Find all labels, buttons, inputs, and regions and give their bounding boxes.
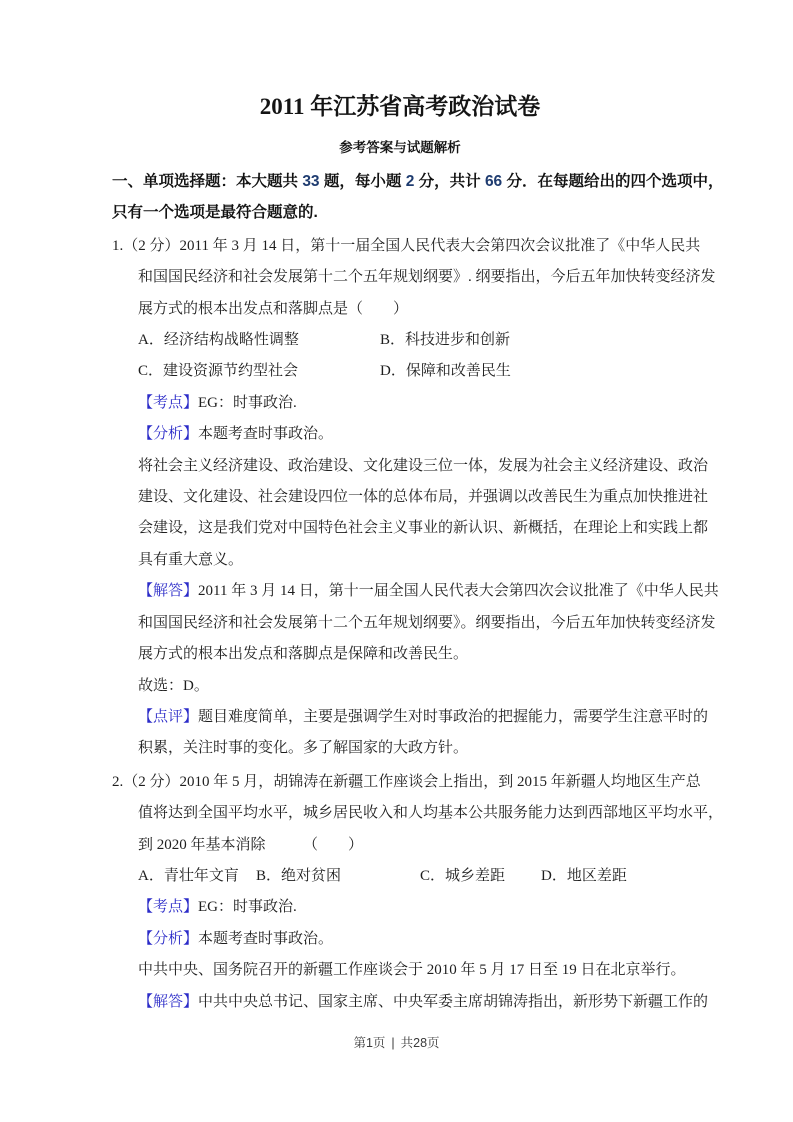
question-1-analysis-line: 具有重大意义。 [138, 551, 244, 568]
question-1-analysis-line: 将社会主义经济建设、政治建设、文化建设三位一体，发展为社会主义经济建设、政治 [138, 457, 709, 474]
exam-point-text: EG：时事政治. [198, 899, 297, 916]
heading-text: 分．在每题给出的四个选项中， [502, 173, 724, 190]
option-c: C．城乡差距 [420, 867, 506, 884]
question-1-exam-point [138, 388, 688, 419]
solution-text: 2011 年 3 月 14 日，第十一届全国人民代表大会第四次会议批准了《中华人民共 [198, 583, 719, 600]
points-per-question: 2 [405, 173, 415, 190]
solution-text: 中共中央总书记、国家主席、中央军委主席胡锦涛指出，新形势下新疆工作的 [198, 993, 709, 1010]
document-content [112, 0, 724, 1018]
option-b: B．科技进步和创新 [380, 332, 511, 349]
section-heading-line-2: 只有一个选项是最符合题意的. [112, 204, 318, 222]
question-2-exam-point [138, 892, 688, 923]
question-1-analysis-heading [138, 419, 688, 450]
question-1-stem-line: 和国国民经济和社会发展第十二个五年规划纲要》. 纲要指出，今后五年加快转变经济发 [138, 269, 716, 286]
question-2 [112, 767, 724, 1018]
question-1-comment-line [138, 702, 709, 733]
section-one-heading [112, 166, 724, 229]
question-1-stem-line: 1.（2 分）2011 年 3 月 14 日，第十一届全国人民代表大会第四次会议批准了《中华人民共 [112, 237, 701, 254]
option-c: C．建设资源节约型社会 [138, 363, 299, 380]
analysis-text: 本题考查时事政治。 [198, 426, 334, 443]
option-d: D．地区差距 [541, 867, 627, 884]
heading-text: 题，每小题 [319, 173, 406, 190]
question-2-stem-line: 到 2020 年基本消除 （ ） [138, 836, 364, 853]
page-footer [0, 1033, 793, 1053]
question-1-comment-line: 积累，关注时事的变化。多了解国家的大政方针。 [138, 740, 469, 757]
solution-label: 【解答】 [138, 583, 199, 600]
question-1 [112, 231, 719, 765]
question-1-solution-line [138, 576, 719, 607]
question-1-solution-line: 和国国民经济和社会发展第十二个五年规划纲要》。纲要指出，今后五年加快转变经济发 [138, 614, 716, 631]
option-b: B．绝对贫困 [256, 867, 342, 884]
question-1-analysis-line: 建设、文化建设、社会建设四位一体的总体布局，并强调以改善民生为重点加快推进社 [138, 489, 709, 506]
question-1-solution-line: 展方式的根本出发点和落脚点是保障和改善民生。 [138, 646, 469, 663]
question-1-options-row-1 [138, 325, 688, 356]
total-pages-label: 共28页 [400, 1036, 440, 1050]
question-2-stem-line: 2.（2 分）2010 年 5 月，胡锦涛在新疆工作座谈会上指出，到 2015 年新疆人均地区生产总 [112, 773, 701, 790]
question-2-options-row [138, 861, 688, 892]
question-2-analysis-line: 中共中央、国务院召开的新疆工作座谈会于 2010 年 5 月 17 日至 19 日在北京举行。 [138, 962, 686, 979]
question-count: 33 [302, 173, 320, 190]
question-2-analysis-heading [138, 924, 688, 955]
exam-point-text: EG：时事政治. [198, 394, 297, 411]
option-a: A．经济结构战略性调整 [138, 332, 299, 349]
solution-label: 【解答】 [138, 993, 199, 1010]
question-2-stem-line: 值将达到全国平均水平，城乡居民收入和人均基本公共服务能力达到西部地区平均水平， [138, 805, 724, 822]
option-d: D．保障和改善民生 [380, 363, 511, 380]
question-1-analysis-line: 会建设，这是我们党对中国特色社会主义事业的新认识、新概括，在理论上和实践上都 [138, 520, 709, 537]
comment-label: 【点评】 [138, 708, 199, 725]
exam-point-label: 【考点】 [138, 899, 199, 916]
footer-separator: | [391, 1036, 395, 1050]
question-1-options-row-2 [138, 356, 688, 387]
heading-text: 一、单项选择题：本大题共 [112, 173, 303, 190]
current-page-label: 第1页 [353, 1036, 386, 1050]
page-subtitle: 参考答案与试题解析 [339, 140, 461, 155]
section-heading-line-1 [112, 166, 724, 197]
question-1-stem-line: 展方式的根本出发点和落脚点是（ ） [138, 300, 409, 317]
analysis-label: 【分析】 [138, 930, 199, 947]
exam-point-label: 【考点】 [138, 394, 199, 411]
page-title: 2011 年江苏省高考政治试卷 [259, 94, 541, 119]
option-a: A．青壮年文肓 [138, 867, 239, 884]
question-1-answer: 故选：D。 [138, 677, 209, 694]
heading-text: 分，共计 [414, 173, 485, 190]
comment-text: 题目难度简单，主要是强调学生对时事政治的把握能力，需要学生注意平时的 [198, 708, 709, 725]
total-points: 66 [484, 173, 503, 190]
question-2-solution-line [138, 987, 709, 1018]
analysis-text: 本题考查时事政治。 [198, 930, 334, 947]
analysis-label: 【分析】 [138, 426, 199, 443]
